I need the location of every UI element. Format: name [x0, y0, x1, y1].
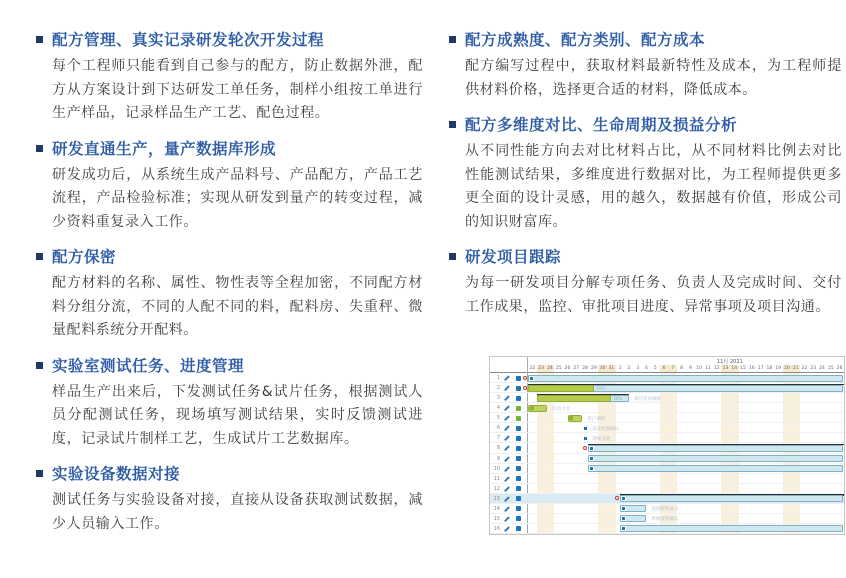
- task-bar: [620, 495, 843, 502]
- square-bullet-icon: [36, 145, 43, 152]
- day-header-cell: 25: [827, 366, 834, 371]
- milestone-square-icon: [583, 436, 588, 441]
- pencil-icon: [504, 375, 509, 380]
- row-number: 1: [496, 375, 500, 382]
- feature-section: [449, 246, 842, 319]
- row-number: 4: [496, 405, 500, 412]
- blue-status-square-icon: [516, 446, 521, 451]
- square-bullet-icon: [36, 470, 43, 477]
- weekend-stripe: [783, 373, 801, 534]
- task-bar: [620, 525, 843, 532]
- task-label: 启动大会: [552, 406, 571, 412]
- row-separator: [490, 533, 844, 534]
- section-heading: [36, 246, 423, 268]
- day-header-cell: 15: [740, 366, 746, 371]
- day-header-cell: 7: [668, 365, 677, 373]
- section-title: 配方多维度对比、生命周期及损益分析: [465, 116, 738, 134]
- blue-status-square-icon: [516, 516, 521, 521]
- day-header-cell: 29: [590, 366, 597, 371]
- pencil-icon: [504, 396, 509, 401]
- day-header-cell: 17: [757, 366, 764, 371]
- green-square-icon: [569, 416, 573, 420]
- day-header-cell: 24: [547, 366, 553, 371]
- feature-section: [36, 138, 423, 235]
- day-header-cell: 22: [529, 366, 536, 371]
- section-heading: [36, 463, 423, 485]
- row-number: 2: [496, 385, 500, 392]
- day-header-cell: 1: [618, 366, 622, 371]
- task-label: 系统流程确认: [651, 517, 679, 523]
- feature-section: [449, 114, 842, 234]
- blue-status-square-icon: [516, 426, 521, 431]
- feature-section: [449, 29, 842, 102]
- row-separator: [490, 412, 844, 413]
- section-heading: [449, 29, 842, 51]
- task-label: 需求范围确认: [592, 426, 620, 432]
- day-header-cell: 14: [731, 366, 738, 371]
- row-separator: [490, 513, 844, 514]
- row-number: 13: [493, 495, 500, 502]
- row-separator: [490, 463, 844, 464]
- blue-status-square-icon: [516, 396, 521, 401]
- task-label: 基础资料录入: [651, 507, 679, 513]
- row-number: 11: [493, 475, 500, 482]
- section-body: 每个工程师只能看到自己参与的配方，防止数据外泄，配方从方案设计到下达研发工单任务，制样小组按工单进行生产样品，记录样品生产工艺、配色过程。: [52, 58, 423, 121]
- milestone-square-icon: [583, 426, 588, 431]
- row-separator: [490, 453, 844, 454]
- day-header-cell: 25: [555, 366, 562, 371]
- feature-section: [36, 355, 423, 452]
- blue-square-icon: [589, 466, 594, 471]
- day-header-cell: 18: [766, 366, 773, 371]
- left-column: [36, 29, 423, 548]
- pencil-icon: [504, 466, 509, 471]
- day-header-cell: 11: [705, 366, 711, 371]
- day-header-cell: 19: [775, 366, 782, 371]
- row-separator: [490, 503, 844, 504]
- task-bar: [588, 445, 843, 452]
- blue-square-icon: [621, 516, 626, 521]
- day-header-cell: 6: [660, 365, 669, 373]
- pencil-icon: [504, 406, 509, 411]
- day-header-cell: 8: [680, 366, 684, 371]
- day-header-cell: 23: [538, 366, 545, 371]
- square-bullet-icon: [449, 36, 456, 43]
- blue-square-icon: [621, 496, 626, 501]
- row-separator: [490, 483, 844, 484]
- blue-status-square-icon: [516, 506, 521, 511]
- pencil-icon: [504, 416, 509, 421]
- day-header-cell: 23: [810, 366, 817, 371]
- day-header-cell: 2: [627, 366, 631, 371]
- blue-status-square-icon: [516, 466, 521, 471]
- row-separator: [490, 422, 844, 423]
- day-header-cell: 20: [784, 366, 790, 371]
- blue-square-icon: [589, 456, 594, 461]
- pencil-icon: [504, 526, 509, 531]
- blue-status-square-icon: [516, 496, 521, 501]
- task-label: 项目需求调研: [633, 396, 661, 402]
- section-title: 配方成熟度、配方类别、配方成本: [465, 31, 706, 49]
- progress-percent: 74%: [595, 386, 605, 392]
- day-header-cell: 26: [836, 366, 843, 371]
- pencil-icon: [504, 506, 509, 511]
- day-header-cell: 3: [636, 366, 640, 371]
- blue-square-icon: [621, 526, 626, 531]
- day-header-cell: 13: [722, 366, 729, 371]
- section-body: 为每一研发项目分解专项任务、负责人及完成时间、交付工作成果，监控、审批项目进度、异常事项及项目沟通。: [465, 275, 842, 315]
- day-header-cell: 16: [748, 366, 755, 371]
- blue-status-square-icon: [516, 436, 521, 441]
- blue-status-square-icon: [516, 456, 521, 461]
- feature-section: [36, 246, 423, 343]
- row-number: 7: [496, 435, 500, 442]
- row-number: 9: [496, 455, 500, 462]
- section-title: 实验设备数据对接: [52, 465, 181, 483]
- blue-status-square-icon: [516, 386, 521, 391]
- month-label: 11月 2021: [717, 359, 743, 365]
- pencil-icon: [504, 385, 509, 390]
- task-bar: [588, 465, 843, 472]
- blue-status-square-icon: [516, 486, 521, 491]
- section-heading: [36, 29, 423, 51]
- section-body: 配方编写过程中，获取材料最新特性及成本，为工程师提供材料价格，选择更合适的材料，降低成本。: [465, 58, 842, 98]
- task-bar: [588, 455, 843, 462]
- gantt-chart: [489, 356, 845, 535]
- day-header-cell: 27: [573, 366, 580, 371]
- blue-status-square-icon: [516, 526, 521, 531]
- pencil-icon: [504, 426, 509, 431]
- square-bullet-icon: [36, 253, 43, 260]
- green-square-icon: [530, 406, 534, 410]
- progress-percent: 64%: [613, 396, 623, 402]
- section-heading: [36, 138, 423, 160]
- red-circle-icon: [583, 446, 587, 450]
- day-header-cell: 30: [599, 366, 606, 371]
- task-label: 现场交流: [592, 436, 611, 442]
- section-body: 配方材料的名称、属性、物性表等全程加密，不同配方材料分组分流，不同的人配不同的料，配料房、失重秤、微量配料系统分开配料。: [52, 275, 423, 338]
- task-bar: [528, 375, 843, 382]
- day-header-cell: 26: [564, 366, 571, 371]
- row-number: 3: [496, 395, 500, 402]
- day-header-cell: 12: [713, 366, 720, 371]
- row-number: 6: [496, 425, 500, 432]
- row-number: 15: [493, 515, 500, 522]
- section-title: 研发项目跟踪: [465, 248, 562, 266]
- section-body: 样品生产出来后，下发测试任务&试片任务，根据测试人员分配测试任务，现场填写测试结果，实时反馈测试进度，记录试片制样工艺，生成试片工艺数据库。: [52, 383, 423, 447]
- section-body: 从不同性能方向去对比材料占比，从不同材料比例去对比性能测试结果，多维度进行数据对比，为工程师提供更多更全面的设计灵感，用的越久，数据越有价值，形成公司的知识财富库。: [465, 143, 842, 230]
- square-bullet-icon: [36, 36, 43, 43]
- section-title: 研发直通生产，量产数据库形成: [52, 139, 277, 158]
- feature-section: [36, 29, 423, 126]
- blue-square-icon: [589, 446, 594, 451]
- progress-bar: [528, 385, 594, 392]
- section-title: 配方管理、真实记录研发轮次开发过程: [52, 31, 325, 49]
- green-status-square-icon: [516, 406, 521, 411]
- blue-status-square-icon: [516, 476, 521, 481]
- blue-square-icon: [621, 506, 626, 511]
- blue-status-square-icon: [516, 376, 521, 381]
- section-heading: [36, 355, 423, 377]
- weekend-stripe: [721, 373, 739, 534]
- section-title: 实验室测试任务、进度管理: [52, 356, 245, 375]
- section-body: 测试任务与实验设备对接，直接从设备获取测试数据，减少人员输入工作。: [52, 492, 423, 532]
- red-circle-icon: [523, 376, 527, 380]
- row-separator: [490, 523, 844, 524]
- row-number: 8: [496, 445, 500, 452]
- row-number: 10: [493, 465, 500, 472]
- pencil-icon: [504, 436, 509, 441]
- blue-square-icon: [529, 376, 534, 381]
- progress-bar: [537, 395, 612, 402]
- green-status-square-icon: [516, 416, 521, 421]
- square-bullet-icon: [36, 362, 43, 369]
- day-header-cell: 4: [645, 366, 648, 371]
- row-number: 14: [493, 505, 500, 512]
- pencil-icon: [504, 486, 509, 491]
- pencil-icon: [504, 476, 509, 481]
- day-header-cell: 22: [801, 366, 808, 371]
- day-header-cell: 9: [688, 366, 692, 371]
- row-number: 12: [493, 485, 500, 492]
- row-separator: [490, 432, 844, 433]
- pencil-icon: [504, 516, 509, 521]
- day-header-cell: 28: [582, 366, 588, 371]
- right-column: [449, 29, 842, 331]
- row-number: 16: [493, 525, 500, 532]
- day-header-cell: 24: [819, 366, 825, 371]
- row-separator: [490, 402, 844, 403]
- section-body: 研发成功后，从系统生成产品料号、产品配方，产品工艺流程，产品检验标准；实现从研发到量产的转变过程，减少资料重复录入工作。: [52, 166, 423, 230]
- pencil-icon: [504, 446, 509, 451]
- header-border: [490, 372, 844, 373]
- task-label: 客户调研: [587, 416, 606, 422]
- day-header-cell: 21: [792, 366, 799, 371]
- red-circle-icon: [523, 386, 527, 390]
- day-header-cell: 5: [653, 366, 657, 371]
- day-header-cell: 31: [608, 366, 615, 371]
- section-title: 配方保密: [52, 248, 117, 266]
- square-bullet-icon: [449, 121, 456, 128]
- day-header-cell: 10: [696, 366, 703, 371]
- section-heading: [449, 114, 842, 136]
- square-bullet-icon: [449, 253, 456, 260]
- row-separator: [490, 473, 844, 474]
- feature-section: [36, 463, 423, 536]
- section-heading: [449, 246, 842, 268]
- pencil-icon: [504, 456, 509, 461]
- row-number: 5: [496, 415, 500, 422]
